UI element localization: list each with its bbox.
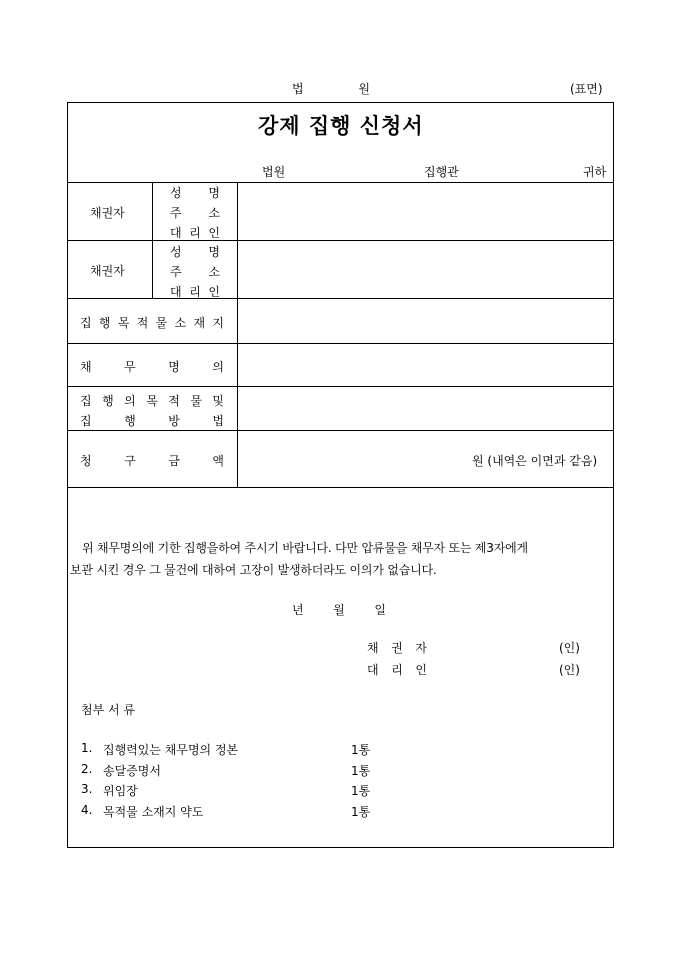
table-rule	[67, 240, 613, 241]
court-header-char: 원	[358, 82, 370, 96]
signature-role-creditor: 채 권 자	[367, 641, 427, 655]
signature-role-agent: 대 리 인	[367, 663, 427, 677]
attachment-quantity: 1통	[351, 784, 371, 798]
creditor-name-label: 성 명	[170, 245, 220, 259]
court-header	[292, 80, 370, 97]
attachment-name: 송달증명서	[103, 764, 161, 778]
creditor-name-label: 성 명	[170, 186, 220, 200]
request-text-line1: 위 채무명의에 기한 집행을하여 주시기 바랍니다. 다만 압류물을 채무자 또는 제3자에게	[82, 541, 528, 555]
table-rule	[67, 487, 613, 488]
attachment-number: 3.	[81, 782, 93, 796]
addressee-court: 법원	[262, 165, 286, 179]
location-label: 집 행 목 적 물 소 재 지	[80, 316, 224, 330]
creditor-label: 채권자	[90, 206, 125, 220]
creditor-agent-label: 대 리 인	[170, 285, 220, 299]
signature-seal: (인)	[559, 663, 580, 677]
attachment-number: 2.	[81, 762, 93, 776]
attachment-name: 위임장	[103, 784, 138, 798]
attachment-quantity: 1통	[351, 805, 371, 819]
addressee-officer: 집행관	[424, 165, 459, 179]
creditor-address-label: 주 소	[170, 265, 220, 279]
debt-title-label: 채 무 명 의	[80, 360, 224, 374]
table-rule	[67, 430, 613, 431]
court-header-char: 법	[292, 82, 304, 96]
table-rule	[237, 182, 238, 487]
claim-amount-label: 청 구 금 액	[80, 454, 224, 468]
signature-seal: (인)	[559, 641, 580, 655]
creditor-agent-label: 대 리 인	[170, 226, 220, 240]
attachment-quantity: 1통	[351, 743, 371, 757]
table-rule	[152, 182, 153, 298]
attachment-name: 집행력있는 채무명의 정본	[103, 743, 239, 757]
date-line: 년 월 일	[292, 603, 386, 617]
creditor-label: 채권자	[90, 264, 125, 278]
addressee-honorific: 귀하	[583, 165, 607, 179]
form-title: 강제 집행 신청서	[258, 113, 424, 138]
object-method-label-line2: 집 행 방 법	[80, 414, 224, 428]
page-side-label: (표면)	[570, 82, 603, 96]
attachment-name: 목적물 소재지 약도	[103, 805, 204, 819]
claim-amount-value: 원 (내역은 이면과 같음)	[472, 454, 598, 468]
attachment-quantity: 1통	[351, 764, 371, 778]
creditor-address-label: 주 소	[170, 206, 220, 220]
attachment-number: 1.	[81, 741, 93, 755]
table-rule	[67, 298, 613, 299]
request-text-line2: 보관 시킨 경우 그 물건에 대하여 고장이 발생하더라도 이의가 없습니다.	[70, 563, 437, 577]
table-rule	[67, 386, 613, 387]
attachments-title: 첨부 서 류	[81, 703, 135, 717]
table-rule	[67, 343, 613, 344]
table-rule	[67, 182, 613, 183]
object-method-label: 집 행 의 목 적 물 및	[80, 394, 224, 408]
attachment-number: 4.	[81, 803, 93, 817]
form-frame	[67, 102, 614, 848]
